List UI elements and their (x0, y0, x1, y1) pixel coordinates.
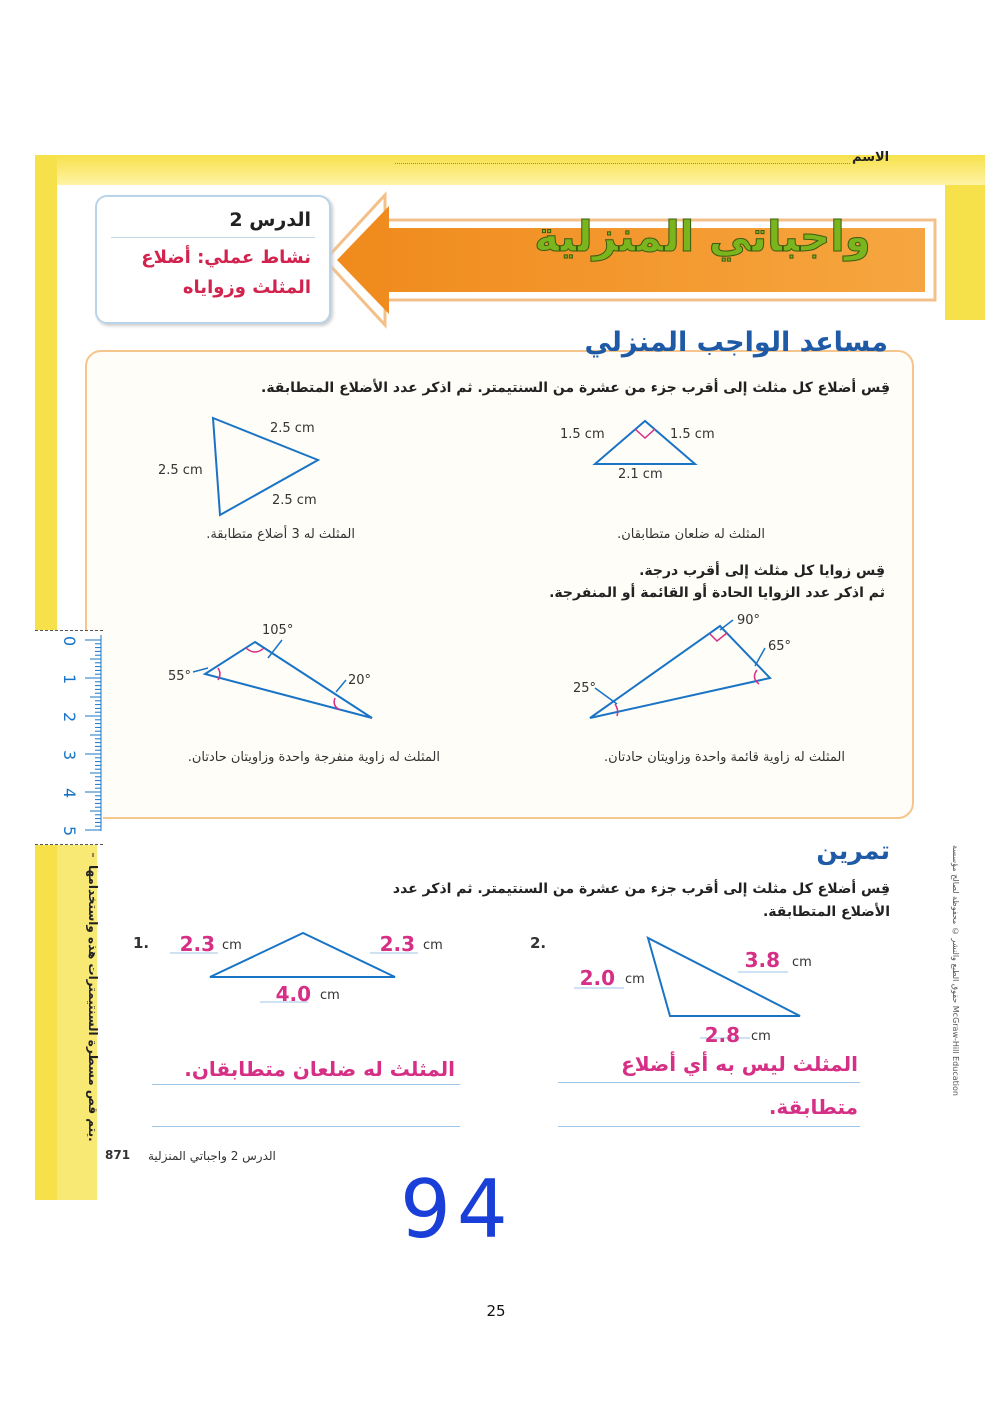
triangle-c-caption: المثلث له زاوية قائمة واحدة وزاويتان حادتان. (604, 750, 845, 765)
triangle-d-left-angle: 55° (168, 669, 192, 684)
sides-instruction: قِس أضلاع كل مثلث إلى أقرب جزء من عشرة من السنتيمتر. ثم اذكر عدد الأضلاع المتطابقة. (261, 380, 890, 396)
exercise-title: تمرين (816, 836, 890, 865)
triangle-a-base: 2.1 cm (618, 467, 663, 482)
ruler-tick-4: 4 (60, 788, 79, 799)
footer-lesson: الدرس 2 واجباتي المنزلية (148, 1149, 276, 1163)
footer-page-number: 871 (105, 1148, 131, 1162)
lesson-box (95, 195, 331, 324)
ruler-note-text: يتم قص مسطرة السنتيمترات هذه واستخدامها. (86, 865, 100, 1142)
triangle-a-figure (540, 412, 740, 484)
problem-2-number: 2. (530, 934, 547, 952)
lesson-subtitle: نشاط عملي: أضلاع المثلث وزواياه (141, 247, 311, 298)
right-yellow-band (945, 185, 985, 320)
triangle-a-right-side: 1.5 cm (670, 427, 715, 442)
problem-1-base-unit: cm (320, 988, 340, 1003)
side-copyright: حقوق الطبع والنشر © محفوظة لصالح مؤسسة McGraw-Hill Education (951, 845, 960, 1096)
triangle-d-right-angle: 20° (348, 673, 372, 688)
exercise-instruction: قِس أضلاع كل مثلث إلى أقرب جزء من عشرة من السنتيمتر. ثم اذكر عدد الأضلاع المتطابقة. (392, 881, 890, 920)
problem-1-left-unit: cm (222, 938, 242, 953)
homework-helper-title: مساعد الواجب المنزلي (584, 327, 888, 358)
page-number: 25 (486, 1302, 506, 1320)
name-label: الاسم (852, 150, 890, 165)
problem-1-right-unit: cm (423, 938, 443, 953)
ruler-tick-1: 1 (60, 674, 79, 685)
ruler-tick-3: 3 (60, 750, 79, 761)
homework-title: واجباتي المنزلية (534, 212, 871, 261)
ruler-scale (35, 631, 103, 841)
problem-2-answer-line-1 (558, 1082, 860, 1083)
ruler-note (55, 855, 105, 1142)
name-dotted-line (395, 163, 850, 164)
cutout-ruler (35, 630, 103, 845)
triangle-b-left-side: 2.5 cm (158, 463, 203, 478)
handwritten-number: 94 (400, 1163, 514, 1256)
lesson-divider (111, 237, 315, 238)
problem-2-base: 2.8 (704, 1023, 740, 1047)
problem-2-left-side: 2.0 (579, 966, 615, 990)
problem-2-answer-line-2 (558, 1126, 860, 1127)
problem-2-answer-line-2-text: متطابقة. (768, 1095, 858, 1119)
ruler-tick-0: 0 (60, 636, 79, 647)
problem-1-right-side: 2.3 (379, 932, 415, 956)
problem-1-answer: المثلث له ضلعان متطابقان. (184, 1057, 455, 1081)
triangle-c-right-angle: 65° (768, 639, 792, 654)
lesson-title: الدرس 2 (229, 209, 311, 231)
triangle-b-figure (150, 410, 350, 520)
ruler-tick-5: 5 (60, 826, 79, 837)
triangle-d-top-angle: 105° (262, 623, 294, 638)
problem-2-right-side: 3.8 (744, 948, 780, 972)
triangle-c-figure (565, 608, 805, 726)
angles-instruction-2: ثم اذكر عدد الزوايا الحادة أو القائمة أو المنفرجة. (549, 585, 885, 601)
problem-1-left-side: 2.3 (179, 932, 215, 956)
problem-2-answer-line-1-text: المثلث ليس به أي أضلاع (621, 1052, 858, 1076)
problem-1-answer-line-2 (152, 1126, 460, 1127)
problem-1-answer-line-1 (152, 1084, 460, 1085)
triangle-b-bottom-side: 2.5 cm (272, 493, 317, 508)
ruler-tick-2: 2 (60, 712, 79, 723)
problem-2-base-unit: cm (751, 1029, 771, 1044)
triangle-d-caption: المثلث له زاوية منفرجة واحدة وزاويتان حادتان. (187, 750, 440, 765)
triangle-b-top-side: 2.5 cm (270, 421, 315, 436)
problem-2-right-unit: cm (792, 955, 812, 970)
triangle-a-caption: المثلث له ضلعان متطابقان. (617, 527, 765, 542)
problem-1-base: 4.0 (275, 982, 311, 1006)
triangle-c-top-angle: 90° (737, 613, 761, 628)
triangle-d-figure (160, 618, 390, 728)
problem-2-left-unit: cm (625, 972, 645, 987)
top-yellow-band (57, 155, 985, 185)
problem-1-number: 1. (133, 934, 150, 952)
triangle-a-left-side: 1.5 cm (560, 427, 605, 442)
triangle-c-left-angle: 25° (573, 681, 597, 696)
angles-instruction-1: قِس زوايا كل مثلث إلى أقرب درجة. (639, 563, 885, 579)
triangle-b-caption: المثلث له 3 أضلاع متطابقة. (206, 527, 355, 542)
